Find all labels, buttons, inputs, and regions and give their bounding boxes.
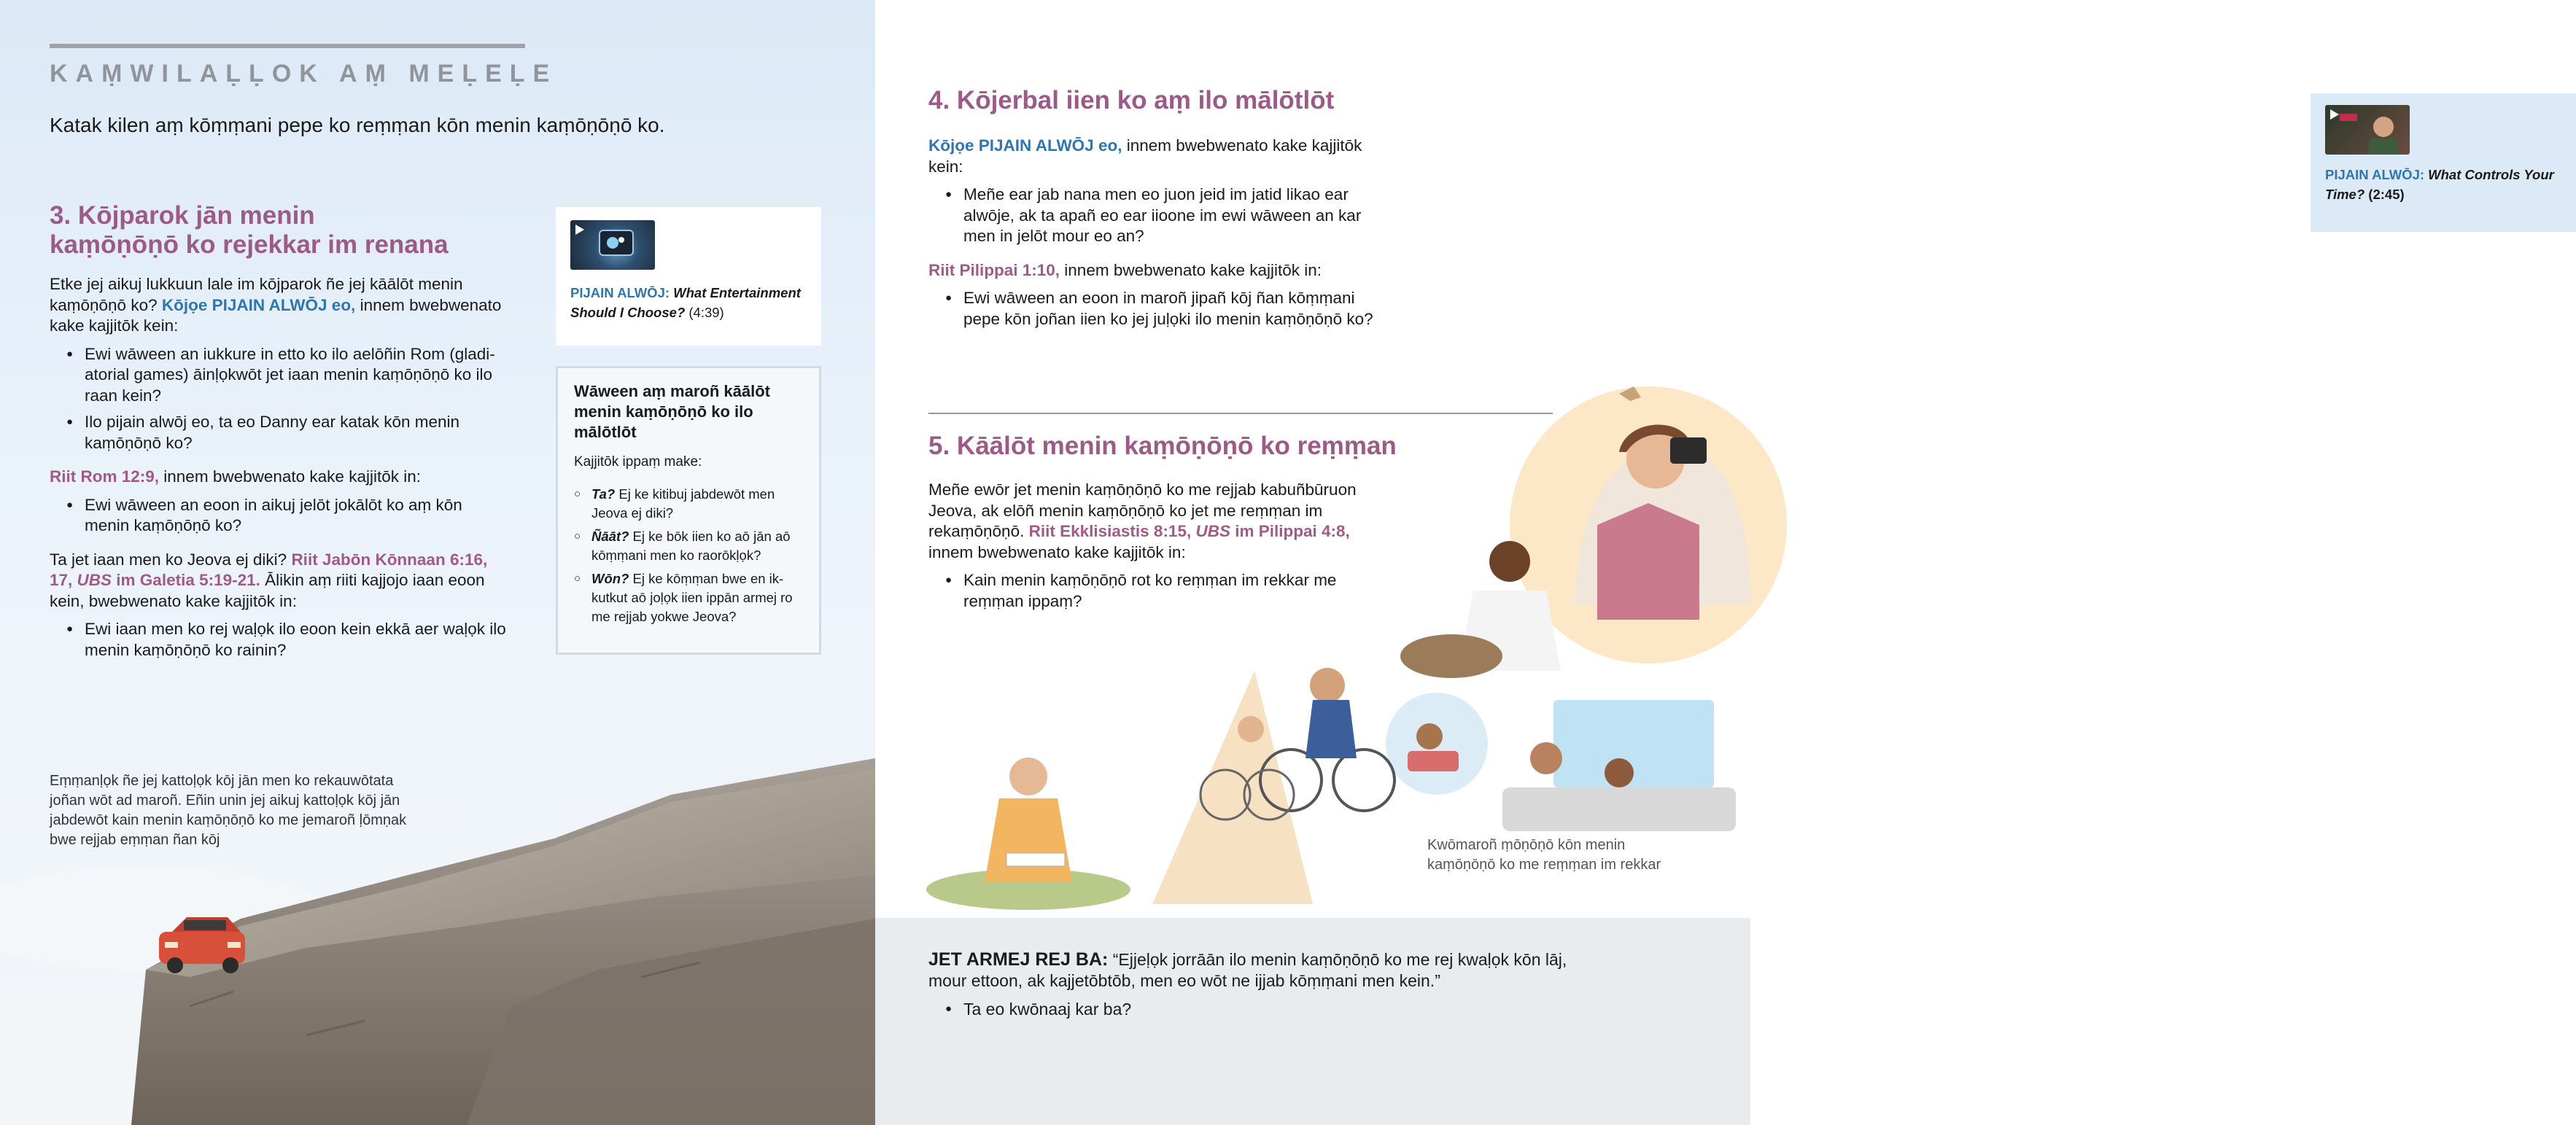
- video-link[interactable]: Kōjọe PIJAIN ALWŌJ eo,: [161, 295, 356, 314]
- right-page: [875, 0, 2554, 1125]
- question-item: ● Ilo pijain alwōj eo, ta eo Danny ear katak kōn menin kaṃōṇōṇō ko?: [50, 412, 509, 453]
- section-5-paragraph-1: Meñe ewōr jet menin kaṃōṇōṇō ko me rejjab kabuñbūruon Jeova, ak elōñ menin kaṃōṇōṇō ko jet me reṃṃan im rekaṃōṇōṇō. Riit Ekklisiastis 8:15, UBS im Pilippai 4:8, innem bwebwenato kake kajjitōk in:: [928, 480, 1357, 561]
- question-list-1: [50, 344, 509, 454]
- top-rule: [50, 44, 525, 48]
- question-item: ● Ta eo kwōnaaj kar ba?: [928, 999, 1585, 1020]
- question-item: ● Kain menin kaṃōṇōṇō rot ko reṃṃan im rekkar me reṃṃan ippaṃ?: [928, 570, 1395, 612]
- footer-question-list: [928, 999, 1585, 1020]
- section-4-paragraph-1: Kōjọe PIJAIN ALWŌJ eo, innem bwebwenato kake kajjitōk kein:: [928, 136, 1362, 176]
- cliff-illustration: [0, 729, 875, 1125]
- family-gaming-image: [1502, 700, 1736, 831]
- question-item: ● Ewi wāween an eoon in maroñ jipañ kōj ñan kōṃṃani pepe kōn joñan iien ko jej juḷọki ilo menin kaṃōṇōṇō ko?: [928, 288, 1381, 330]
- video-thumbnail[interactable]: [2325, 105, 2410, 155]
- lesson-kicker: KAṂWILAḶḶOK AṂ MEḶEḶE: [50, 60, 558, 87]
- section-5-title: 5. Kāālōt menin kaṃōṇōṇō ko reṃṃan: [928, 432, 1397, 460]
- activities-caption: Kwōmaroñ ṃōṇōṇō kōn menin kaṃōṇōṇō ko me reṃṃan im rekkar: [1427, 837, 1661, 873]
- section-4: [928, 136, 1381, 335]
- tips-item: ○ Ta? Ej ke kitibuj jabdewōt men Jeova ej diki?: [574, 485, 803, 523]
- section-3-paragraph-3: Ta jet iaan men ko Jeova ej diki? Riit Jabōn Kōnnaan 6:16, 17, UBS im Galetia 5:19-21. Ālikin aṃ riiti kajjojo iaan eoon kein, bwebwenato kake kajjitōk in:: [50, 550, 488, 610]
- question-item: ● Ewi iaan men ko rej waḷọk ilo eoon kein ekkā aer waḷọk ilo menin kaṃōṇōṇō ko rainin?: [50, 619, 509, 661]
- scripture-link-philippians[interactable]: Riit Pilippai 1:10,: [928, 260, 1060, 279]
- boy-with-car-image: [1386, 693, 1488, 795]
- section-3-paragraph-1: Etke jej aikuj lukkuun lale im kōjparok ñe jej kāālōt menin kaṃōṇōṇō ko? Kōjọe PIJAIN ALWŌJ eo, innem bwebwenato kake kajjitōk kein:: [50, 275, 502, 335]
- question-item: ● Meñe ear jab nana men eo juon jeid im jatid likao ear alwōje, ak ta apañ eo ear iioone im ewi wāween an kar men in jelōt mour eo an?: [928, 184, 1381, 247]
- video-link[interactable]: Kōjọe PIJAIN ALWŌJ eo,: [928, 136, 1122, 155]
- scripture-link-ecclesiastes[interactable]: Riit Ekklisiastis 8:15, UBS im Pilippai 4:8,: [1028, 522, 1350, 540]
- video-card-entertainment[interactable]: [556, 207, 821, 346]
- section-4-title: 4. Kōjerbal iien ko aṃ ilo mālōtlōt: [928, 86, 1335, 114]
- section-4-paragraph-2: Riit Pilippai 1:10, innem bwebwenato kake kajjitōk in:: [928, 260, 1322, 279]
- tips-box: [556, 366, 821, 655]
- girl-studying-image: [926, 758, 1130, 910]
- tips-list: [574, 485, 803, 626]
- video-card-time[interactable]: [2311, 93, 2576, 232]
- question-item: ● Ewi wāween an iukkure in etto ko ilo aelōñin Rom (gladiatorial games) āinḷọkwōt jet iaan menin kaṃōṇōṇō ko ilo raan kein?: [50, 344, 509, 407]
- video-caption: PIJAIN ALWŌJ: What Entertainment Should I Choose? (4:39): [570, 285, 801, 320]
- video-thumbnail[interactable]: [570, 220, 655, 270]
- tips-box-title: Wāween aṃ maroñ kāālōt menin kaṃōṇōṇō ko ilo mālōtlōt: [574, 382, 770, 441]
- question-item: ● Ewi wāween an eoon in aikuj jelōt jokālōt ko aṃ kōn menin kaṃōṇōṇō ko?: [50, 495, 509, 537]
- question-list-4: [928, 184, 1381, 247]
- footer-quote: JET ARMEJ REJ BA: “Ejjeḷọk jorrāān ilo menin kaṃōṇōṇō ko me rej kwaḷọk kōn lāj, mour ettoon, ak kajjetōbtōb, men eo wōt ne ijjab kōṃṃani men kein.” ● Ta eo kwōnaaj kar ba?: [928, 949, 1585, 1026]
- activities-illustration: [919, 379, 1750, 904]
- question-list-2: [50, 495, 509, 537]
- question-list-5: [928, 288, 1381, 330]
- footer-label: JET ARMEJ REJ BA:: [928, 949, 1109, 970]
- left-page: [0, 0, 875, 1125]
- section-3: [50, 201, 509, 666]
- tips-box-subtitle: Kajjitōk ippaṃ make:: [574, 454, 702, 470]
- scripture-link-deuteronomy[interactable]: Riit Jabōn Kōnnaan 6:16, 17, UBS im Galetia 5:19-21.: [50, 550, 488, 589]
- tips-item: ○ Wōn? Ej ke kōṃṃan bwe en ikkutkut aō joḷọk iien ippān armej ro me rejjab yokwe Jeova?: [574, 569, 803, 626]
- play-icon: [575, 225, 584, 235]
- section-3-title: 3. Kōjparok jān menin kaṃōṇōṇō ko rejekkar im renana: [50, 201, 449, 259]
- question-list-3: [50, 619, 509, 661]
- play-icon: [2330, 109, 2339, 120]
- section-3-paragraph-2: Riit Rom 12:9, innem bwebwenato kake kajjitōk in:: [50, 467, 421, 486]
- intro-text: Katak kilen aṃ kōṃṃani pepe ko reṃṃan kōn menin kaṃōṇōṇō ko.: [50, 114, 665, 136]
- bikers-image: [1152, 668, 1394, 904]
- video-caption: PIJAIN ALWŌJ: What Controls Your Time? (2:45): [2325, 167, 2554, 202]
- tips-item: ○ Ñāāt? Ej ke bōk iien ko aō jān aō kōṃṃani men ko raorōkḷọk?: [574, 527, 803, 565]
- cliff-caption: Eṃṃanḷọk ñe jej kattoḷọk kōj jān men ko rekauwōtata joñan wōt ad maroñ. Eñin unin jej aikuj kattoḷọk kōj jān jabdewōt kain menin kaṃōṇōṇō ko me jemaroñ ḷōmṇak bwe rejjab eṃṃan ñan kōj: [50, 773, 407, 848]
- scripture-link-romans[interactable]: Riit Rom 12:9,: [50, 467, 160, 486]
